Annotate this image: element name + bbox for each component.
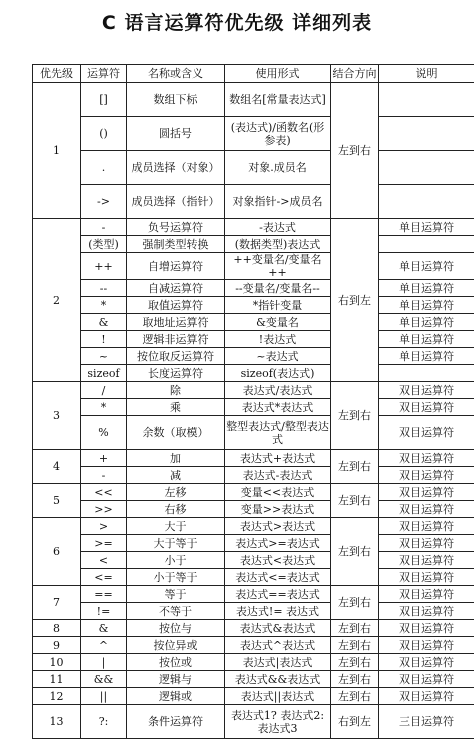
note-cell: 双目运算符 — [379, 620, 474, 637]
name-cell: 减 — [127, 467, 225, 484]
table-row — [33, 620, 474, 637]
note-cell: 双目运算符 — [379, 399, 474, 416]
usage-cell: 表达式&表达式 — [225, 620, 331, 637]
note-cell: 双目运算符 — [379, 654, 474, 671]
table-row — [33, 280, 474, 297]
table-row — [33, 467, 474, 484]
note-cell: 双目运算符 — [379, 382, 474, 399]
note-cell: 双目运算符 — [379, 552, 474, 569]
table-row — [33, 450, 474, 467]
direction-cell: 左到右 — [331, 450, 379, 484]
note-cell: 三目运算符 — [379, 705, 474, 739]
name-cell: 除 — [127, 382, 225, 399]
usage-cell: 表达式<表达式 — [225, 552, 331, 569]
usage-cell: 表达式1? 表达式2: 表达式3 — [225, 705, 331, 739]
table-row — [33, 314, 474, 331]
name-cell: 左移 — [127, 484, 225, 501]
table-row — [33, 297, 474, 314]
usage-cell: !表达式 — [225, 331, 331, 348]
name-cell: 长度运算符 — [127, 365, 225, 382]
note-cell: 双目运算符 — [379, 416, 474, 450]
name-cell: 不等于 — [127, 603, 225, 620]
name-cell: 余数（取模） — [127, 416, 225, 450]
name-cell: 数组下标 — [127, 83, 225, 117]
operator-cell: + — [81, 450, 127, 467]
usage-cell: 表达式==表达式 — [225, 586, 331, 603]
operator-cell: & — [81, 620, 127, 637]
table-row — [33, 382, 474, 399]
table-row — [33, 637, 474, 654]
usage-cell: 表达式/表达式 — [225, 382, 331, 399]
table-row — [33, 688, 474, 705]
operator-cell: (类型) — [81, 236, 127, 253]
operator-cell: ~ — [81, 348, 127, 365]
note-cell: 单目运算符 — [379, 348, 474, 365]
name-cell: 大于 — [127, 518, 225, 535]
table-row — [33, 518, 474, 535]
table-body — [33, 83, 474, 739]
table-row — [33, 586, 474, 603]
name-cell: 逻辑与 — [127, 671, 225, 688]
operator-cell: & — [81, 314, 127, 331]
name-cell: 逻辑非运算符 — [127, 331, 225, 348]
note-cell: 单目运算符 — [379, 297, 474, 314]
name-cell: 按位取反运算符 — [127, 348, 225, 365]
usage-cell: 表达式>=表达式 — [225, 535, 331, 552]
name-cell: 取值运算符 — [127, 297, 225, 314]
note-cell: 单目运算符 — [379, 280, 474, 297]
usage-cell: (数据类型)表达式 — [225, 236, 331, 253]
name-cell: 条件运算符 — [127, 705, 225, 739]
name-cell: 负号运算符 — [127, 219, 225, 236]
note-cell: 双目运算符 — [379, 450, 474, 467]
operator-cell: sizeof — [81, 365, 127, 382]
usage-cell: 变量>>表达式 — [225, 501, 331, 518]
table-row — [33, 535, 474, 552]
note-cell — [379, 83, 474, 117]
operator-cell: ?: — [81, 705, 127, 739]
operator-cell: - — [81, 467, 127, 484]
note-cell: 双目运算符 — [379, 569, 474, 586]
name-cell: 等于 — [127, 586, 225, 603]
priority-cell: 10 — [33, 654, 81, 671]
table-row — [33, 501, 474, 518]
usage-cell: 表达式>表达式 — [225, 518, 331, 535]
operator-cell: ! — [81, 331, 127, 348]
direction-cell: 左到右 — [331, 620, 379, 637]
operator-cell: ++ — [81, 253, 127, 280]
table-row — [33, 399, 474, 416]
direction-cell: 左到右 — [331, 83, 379, 219]
usage-cell: 表达式&&表达式 — [225, 671, 331, 688]
header-operator: 运算符 — [81, 65, 127, 83]
name-cell: 小于 — [127, 552, 225, 569]
direction-cell: 左到右 — [331, 382, 379, 450]
table-row — [33, 236, 474, 253]
note-cell — [379, 117, 474, 151]
operator-cell: == — [81, 586, 127, 603]
usage-cell: 数组名[常量表达式] — [225, 83, 331, 117]
note-cell: 双目运算符 — [379, 603, 474, 620]
name-cell: 逻辑或 — [127, 688, 225, 705]
operator-cell: && — [81, 671, 127, 688]
operator-cell: | — [81, 654, 127, 671]
priority-cell: 5 — [33, 484, 81, 518]
table-row — [33, 654, 474, 671]
direction-cell: 左到右 — [331, 637, 379, 654]
header-direction: 结合方向 — [331, 65, 379, 83]
operator-cell: ^ — [81, 637, 127, 654]
note-cell: 双目运算符 — [379, 484, 474, 501]
usage-cell: ++变量名/变量名++ — [225, 253, 331, 280]
table-row — [33, 348, 474, 365]
usage-cell: 对象指针->成员名 — [225, 185, 331, 219]
note-cell: 双目运算符 — [379, 467, 474, 484]
header-usage: 使用形式 — [225, 65, 331, 83]
usage-cell: 表达式|表达式 — [225, 654, 331, 671]
direction-cell: 左到右 — [331, 586, 379, 620]
table-row — [33, 603, 474, 620]
note-cell: 双目运算符 — [379, 688, 474, 705]
name-cell: 小于等于 — [127, 569, 225, 586]
operator-cell: << — [81, 484, 127, 501]
usage-cell: 表达式*表达式 — [225, 399, 331, 416]
table-row — [33, 416, 474, 450]
operator-precedence-table — [32, 64, 474, 739]
priority-cell: 12 — [33, 688, 81, 705]
priority-cell: 8 — [33, 620, 81, 637]
priority-cell: 4 — [33, 450, 81, 484]
priority-cell: 13 — [33, 705, 81, 739]
name-cell: 右移 — [127, 501, 225, 518]
usage-cell: (表达式)/函数名(形参表) — [225, 117, 331, 151]
usage-cell: --变量名/变量名-- — [225, 280, 331, 297]
table-row — [33, 219, 474, 236]
usage-cell: 整型表达式/整型表达式 — [225, 416, 331, 450]
name-cell: 大于等于 — [127, 535, 225, 552]
name-cell: 按位异或 — [127, 637, 225, 654]
usage-cell: sizeof(表达式) — [225, 365, 331, 382]
note-cell: 单目运算符 — [379, 314, 474, 331]
name-cell: 乘 — [127, 399, 225, 416]
name-cell: 自减运算符 — [127, 280, 225, 297]
priority-cell: 9 — [33, 637, 81, 654]
note-cell: 单目运算符 — [379, 253, 474, 280]
operator-cell: -- — [81, 280, 127, 297]
table-row — [33, 569, 474, 586]
note-cell: 单目运算符 — [379, 331, 474, 348]
operator-cell: * — [81, 297, 127, 314]
note-cell: 双目运算符 — [379, 518, 474, 535]
priority-cell: 11 — [33, 671, 81, 688]
name-cell: 强制类型转换 — [127, 236, 225, 253]
table-row — [33, 484, 474, 501]
operator-cell: -> — [81, 185, 127, 219]
header-note: 说明 — [379, 65, 474, 83]
header-priority: 优先级 — [33, 65, 81, 83]
direction-cell: 左到右 — [331, 671, 379, 688]
direction-cell: 左到右 — [331, 688, 379, 705]
name-cell: 圆括号 — [127, 117, 225, 151]
usage-cell: ~表达式 — [225, 348, 331, 365]
priority-cell: 7 — [33, 586, 81, 620]
operator-cell: >= — [81, 535, 127, 552]
usage-cell: 对象.成员名 — [225, 151, 331, 185]
note-cell: 单目运算符 — [379, 219, 474, 236]
operator-cell: <= — [81, 569, 127, 586]
usage-cell: -表达式 — [225, 219, 331, 236]
table-row — [33, 331, 474, 348]
table-row — [33, 671, 474, 688]
direction-cell: 右到左 — [331, 219, 379, 382]
priority-cell: 3 — [33, 382, 81, 450]
name-cell: 加 — [127, 450, 225, 467]
table-row — [33, 83, 474, 117]
note-cell: 双目运算符 — [379, 671, 474, 688]
name-cell: 成员选择（指针） — [127, 185, 225, 219]
table-header-row — [33, 65, 474, 83]
usage-cell: 表达式+表达式 — [225, 450, 331, 467]
name-cell: 按位与 — [127, 620, 225, 637]
direction-cell: 左到右 — [331, 484, 379, 518]
note-cell — [379, 365, 474, 382]
usage-cell: 表达式||表达式 — [225, 688, 331, 705]
operator-cell: < — [81, 552, 127, 569]
name-cell: 成员选择（对象） — [127, 151, 225, 185]
name-cell: 按位或 — [127, 654, 225, 671]
table-row — [33, 253, 474, 280]
direction-cell: 左到右 — [331, 518, 379, 586]
priority-cell: 2 — [33, 219, 81, 382]
direction-cell: 右到左 — [331, 705, 379, 739]
table-row — [33, 151, 474, 185]
usage-cell: *指针变量 — [225, 297, 331, 314]
note-cell: 双目运算符 — [379, 535, 474, 552]
note-cell — [379, 236, 474, 253]
usage-cell: 表达式^表达式 — [225, 637, 331, 654]
name-cell: 取地址运算符 — [127, 314, 225, 331]
header-name: 名称或含义 — [127, 65, 225, 83]
operator-cell: - — [81, 219, 127, 236]
note-cell: 双目运算符 — [379, 501, 474, 518]
operator-cell: [] — [81, 83, 127, 117]
usage-cell: 变量<<表达式 — [225, 484, 331, 501]
operator-cell: * — [81, 399, 127, 416]
table-row — [33, 117, 474, 151]
note-cell: 双目运算符 — [379, 586, 474, 603]
priority-cell: 6 — [33, 518, 81, 586]
operator-cell: () — [81, 117, 127, 151]
direction-cell: 左到右 — [331, 654, 379, 671]
usage-cell: 表达式<=表达式 — [225, 569, 331, 586]
operator-cell: != — [81, 603, 127, 620]
table-row — [33, 365, 474, 382]
page-title: C 语言运算符优先级 详细列表 — [0, 8, 474, 35]
operator-cell: || — [81, 688, 127, 705]
operator-cell: >> — [81, 501, 127, 518]
operator-cell: % — [81, 416, 127, 450]
priority-cell: 1 — [33, 83, 81, 219]
name-cell: 自增运算符 — [127, 253, 225, 280]
usage-cell: 表达式-表达式 — [225, 467, 331, 484]
note-cell: 双目运算符 — [379, 637, 474, 654]
table-row — [33, 185, 474, 219]
operator-cell: . — [81, 151, 127, 185]
table-row — [33, 705, 474, 739]
usage-cell: 表达式!= 表达式 — [225, 603, 331, 620]
table-row — [33, 552, 474, 569]
note-cell — [379, 185, 474, 219]
note-cell — [379, 151, 474, 185]
usage-cell: &变量名 — [225, 314, 331, 331]
operator-cell: > — [81, 518, 127, 535]
operator-cell: / — [81, 382, 127, 399]
